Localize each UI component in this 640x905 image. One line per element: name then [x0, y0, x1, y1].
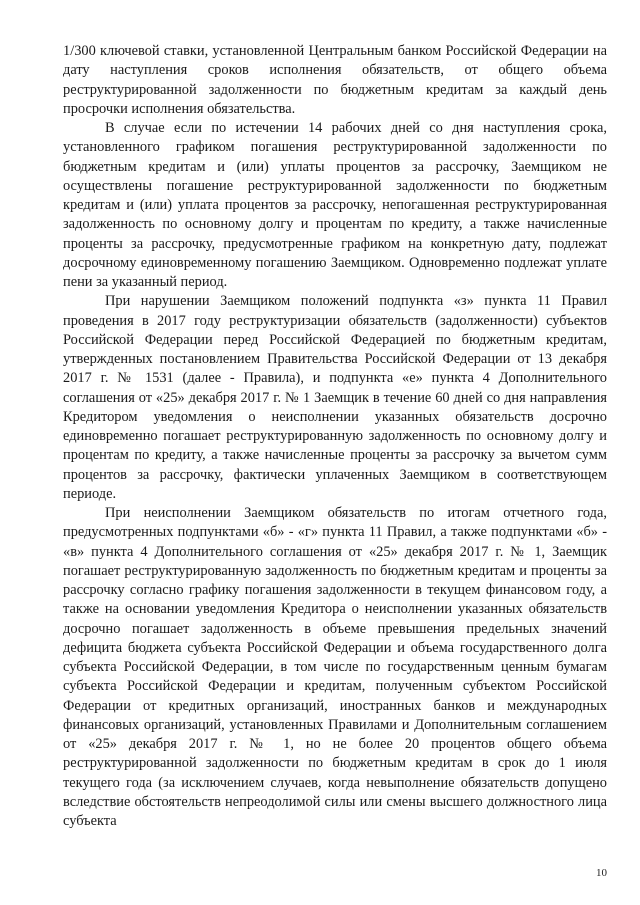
paragraph-2: В случае если по истечении 14 рабочих дней со дня наступления срока, установленного графиком погашения реструктурированной задолженности по бюджетным кредитам и (или) уплаты процентов за рассрочку, Заемщиком не осуществлены погашение реструктурированной задолженности по бюджетным кредитам и (или) уплата процентов за рассрочку, непогашенная реструктурированная задолженность по основному долгу и процентам по кредиту, а также начисленные проценты за рассрочку, предусмотренные графиком на конкретную дату, подлежат досрочному единовременному погашению Заемщиком. Одновременно подлежат уплате пени за указанный период.: [63, 120, 607, 290]
paragraph-3: При нарушении Заемщиком положений подпункта «з» пункта 11 Правил проведения в 2017 году реструктуризации обязательств (задолженности) субъектов Российской Федерации перед Российской Федерацией по бюджетным кредитам, утвержденных постановлением Правительства Российской Федерации от 13 декабря 2017 г. № 1531 (далее - Правила), и подпункта «е» пункта 4 Дополнительного соглашения от «25» декабря 2017 г. № 1 Заемщик в течение 60 дней со дня направления Кредитором уведомления о неисполнении указанных обязательств досрочно единовременно погашает реструктурированную задолженность по основному долгу и процентам по кредиту, а также начисленные проценты за рассрочку за вычетом сумм процентов за рассрочку, фактически уплаченных Заемщиком в соответствующем периоде.: [63, 293, 607, 502]
paragraph-1: 1/300 ключевой ставки, установленной Центральным банком Российской Федерации на дату наступления сроков исполнения обязательств, от общего объема реструктурированной задолженности по бюджетным кредитам за каждый день просрочки исполнения обязательства.: [63, 43, 607, 117]
body-text: [63, 42, 607, 831]
paragraph-4: При неисполнении Заемщиком обязательств по итогам отчетного года, предусмотренных подпунктами «б» - «г» пункта 11 Правил, а также подпунктами «б» - «в» пункта 4 Дополнительного соглашения от «25» декабря 2017 г. № 1, Заемщик погашает реструктурированную задолженность по бюджетным кредитам и проценты за рассрочку согласно графику погашения задолженности в текущем финансовом году, а также на основании уведомления Кредитора о неисполнении указанных обязательств досрочно погашает задолженность в объеме превышения предельных значений дефицита бюджета субъекта Российской Федерации и объема государственного долга субъекта Российской Федерации, в том числе по государственным ценным бумагам субъекта Российской Федерации и кредитам, полученным субъектом Российской Федерации от кредитных организаций, иностранных банков и международных финансовых организаций, установленных Правилами и Дополнительным соглашением от «25» декабря 2017 г. № 1, но не более 20 процентов общего объема реструктурированной задолженности по бюджетным кредитам в срок до 1 июля текущего года (за исключением случаев, когда невыполнение обязательств допущено вследствие обстоятельств непреодолимой силы или смены высшего должностного лица субъекта: [63, 505, 607, 829]
page-number: 10: [596, 867, 607, 879]
